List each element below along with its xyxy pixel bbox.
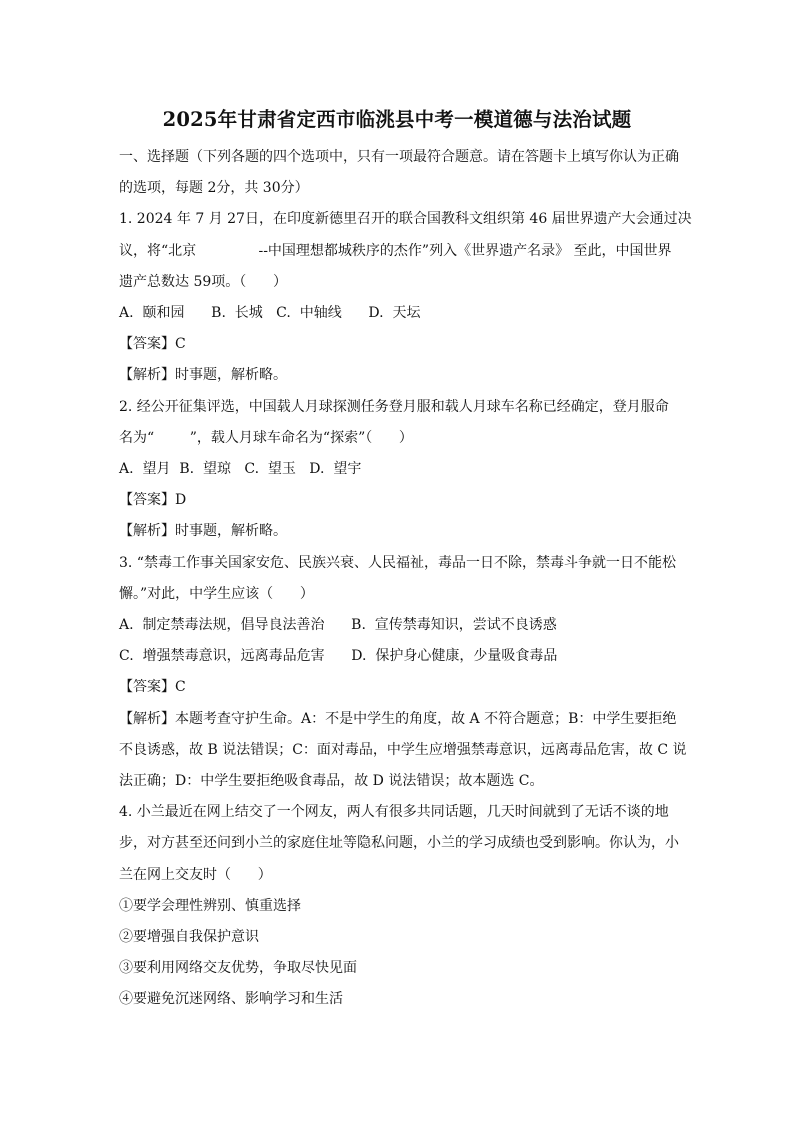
question-4-line-2: 步，对方甚至还问到小兰的家庭住址等隐私问题，小兰的学习成绩也受到影响。你认为，小 <box>119 835 679 852</box>
question-3-options-ab: A. 制定禁毒法规，倡导良法善治 B. 宣传禁毒知识，尝试不良诱惑 <box>119 617 557 634</box>
document-title: 2025年甘肃省定西市临洮县中考一模道德与法治试题 <box>162 108 632 131</box>
question-1-line-3: 遗产总数达 59项。（ ） <box>119 273 287 290</box>
question-1-answer: 【答案】C <box>119 336 186 353</box>
question-2-options: A. 望月 B. 望琼 C. 望玉 D. 望宇 <box>119 461 362 478</box>
question-1-line-1: 1. 2024 年 7 月 27日，在印度新德里召开的联合国教科文组织第 46 届世界遗产大会通过决 <box>119 211 692 228</box>
question-3-options-cd: C. 增强禁毒意识，远离毒品危害 D. 保护身心健康，少量吸食毒品 <box>119 648 558 665</box>
question-3-analysis-line-1: 【解析】本题考查守护生命。A：不是中学生的角度，故 A 不符合题意；B：中学生要拒绝 <box>119 710 677 727</box>
question-4-item-3: ③要利用网络交友优势，争取尽快见面 <box>119 960 357 977</box>
question-2-answer: 【答案】D <box>119 492 187 509</box>
question-3-line-1: 3. “禁毒工作事关国家安危、民族兴衰、人民福祉，毒品一日不除，禁毒斗争就一日不能松 <box>119 554 676 571</box>
question-4-line-1: 4. 小兰最近在网上结交了一个网友，两人有很多共同话题，几天时间就到了无话不谈的地 <box>119 804 669 821</box>
question-3-line-2: 懈。”对此，中学生应该（ ） <box>119 585 314 602</box>
section-heading-line-1: 一、选择题（下列各题的四个选项中，只有一项最符合题意。请在答题卡上填写你认为正确 <box>119 149 679 165</box>
question-4-item-4: ④要避免沉迷网络、影响学习和生活 <box>119 991 343 1008</box>
question-4-item-2: ②要增强自我保护意识 <box>119 929 259 946</box>
question-2-analysis: 【解析】时事题，解析略。 <box>119 523 287 540</box>
question-3-analysis-line-2: 不良诱惑，故 B 说法错误；C：面对毒品，中学生应增强禁毒意识，远离毒品危害，故 C 说 <box>119 741 687 758</box>
question-4-line-3: 兰在网上交友时（ ） <box>119 866 272 883</box>
question-1-line-2: 议，将“北京 --中国理想都城秩序的杰作”列入《世界遗产名录》 至此，中国世界 <box>119 242 672 259</box>
section-heading-line-2: 的选项，每题 2分，共 30分） <box>119 180 309 197</box>
document-body <box>119 142 692 1016</box>
question-1-analysis: 【解析】时事题，解析略。 <box>119 367 287 384</box>
question-3-answer: 【答案】C <box>119 679 186 696</box>
question-1-options: A. 颐和园 B. 长城 C. 中轴线 D. 天坛 <box>119 305 421 322</box>
question-2-line-2: 名为“ ”，载人月球车命名为“探索”（ ） <box>119 429 413 446</box>
question-3-analysis-line-3: 法正确；D：中学生要拒绝吸食毒品，故 D 说法错误；故本题选 C。 <box>119 773 544 790</box>
question-4-item-1: ①要学会理性辨别、慎重选择 <box>119 897 301 914</box>
question-2-line-1: 2. 经公开征集评选，中国载人月球探测任务登月服和载人月球车名称已经确定，登月服命 <box>119 398 669 415</box>
